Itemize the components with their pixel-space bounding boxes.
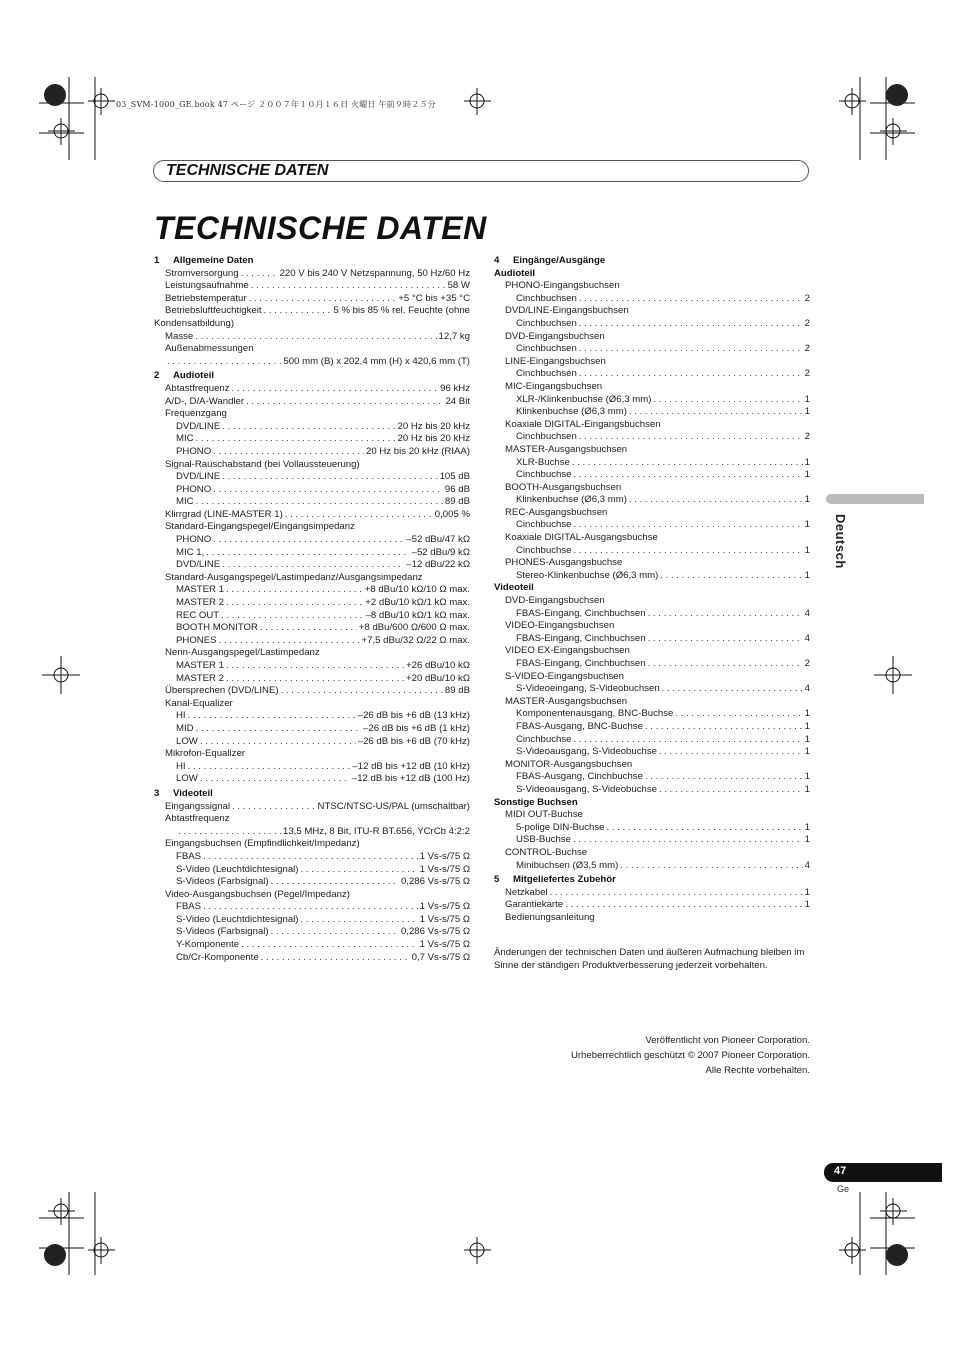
spec-row: PHONO . . . 96 dB [154, 484, 470, 497]
spec-text: MASTER-Ausgangsbuchsen [505, 695, 628, 707]
spec-row: Masse . . . 12,7 kg [154, 331, 470, 344]
spec-text: PHONES-Ausgangsbuchse [505, 557, 623, 569]
publisher-info [571, 1033, 810, 1078]
spec-row: Netzkabel . . . 1 [494, 887, 810, 900]
spec-row: Minibuchsen (Ø3,5 mm) . . . 4 [494, 860, 810, 873]
spec-row: PHONO . . . 20 Hz bis 20 kHz (RIAA) [154, 446, 470, 459]
spec-text: VIDEO-Eingangsbuchsen [505, 620, 615, 632]
spec-text: Signal-Rauschabstand (bei Vollaussteuerung) [165, 458, 360, 470]
spec-row: HI . . . –26 dB bis +6 dB (13 kHz) [154, 710, 470, 723]
section-heading: 2 Audioteil [154, 370, 215, 382]
spec-row: PHONES . . . +7,5 dBu/32 Ω/22 Ω max. [154, 635, 470, 648]
spec-row: Cinchbuchse . . . 1 [494, 734, 810, 747]
spec-row: Klinkenbuchse (Ø6,3 mm) . . . 1 [494, 494, 810, 507]
spec-row: . . . 13,5 MHz, 8 Bit, ITU-R BT.656, YCrCb 4:2:2 [154, 826, 470, 839]
rights-line: Alle Rechte vorbehalten. [705, 1065, 810, 1076]
change-notice: Änderungen der technischen Daten und äußeren Aufmachung bleiben im Sinne der ständigen Produktverbesserung jederzeit vorbehalten. [494, 947, 805, 971]
spec-row: XLR-Buchse . . . 1 [494, 457, 810, 470]
spec-text: MIC-Eingangsbuchsen [505, 380, 603, 392]
spec-text: Bedienungsanleitung [505, 911, 595, 923]
spec-row: FBAS-Eingang, Cinchbuchsen . . . 4 [494, 608, 810, 621]
spec-row: Abtastfrequenz . . . 96 kHz [154, 383, 470, 396]
spec-row: Cinchbuchse . . . 1 [494, 469, 810, 482]
spec-row: USB-Buchse . . . 1 [494, 834, 810, 847]
spec-row: Cinchbuchsen . . . 2 [494, 293, 810, 306]
spec-text: Video-Ausgangsbuchsen (Pegel/Impedanz) [165, 888, 350, 900]
page-number-tab [824, 1163, 942, 1182]
language-tab-bar [826, 494, 924, 504]
spec-row: FBAS-Eingang, Cinchbuchsen . . . 4 [494, 633, 810, 646]
spec-row: DVD/LINE . . . 20 Hz bis 20 kHz [154, 421, 470, 434]
section-heading: 5 Mitgeliefertes Zubehör [494, 874, 616, 886]
spec-row: S-Video (Leuchtdichtesignal) . . . 1 Vs-s/75 Ω [154, 864, 470, 877]
spec-row: Betriebsluftfeuchtigkeit . . . 5 % bis 85 % rel. Feuchte (ohne [154, 305, 470, 318]
spec-text: Koaxiale DIGITAL-Ausgangsbuchse [505, 532, 658, 544]
spec-row: DVD/LINE . . . –12 dBu/22 kΩ [154, 559, 470, 572]
publisher-line: Veröffentlicht von Pioneer Corporation. [645, 1035, 810, 1046]
spec-row: Klinkenbuchse (Ø6,3 mm) . . . 1 [494, 406, 810, 419]
spec-row: S-Videoeingang, S-Videobuchsen . . . 4 [494, 683, 810, 696]
spec-text: Mikrofon-Equalizer [165, 748, 245, 760]
spec-row: A/D-, D/A-Wandler . . . 24 Bit [154, 396, 470, 409]
spec-row: Cinchbuchsen . . . 2 [494, 368, 810, 381]
spec-row: Cinchbuchse . . . 1 [494, 519, 810, 532]
spec-text: Kanal-Equalizer [165, 697, 233, 709]
copyright-line: Urheberrechtlich geschützt © 2007 Pioneer Corporation. [570, 1050, 810, 1061]
spec-row: . . . 500 mm (B) x 202,4 mm (H) x 420,6 mm (T) [154, 356, 470, 369]
spec-row: Cinchbuchse . . . 1 [494, 545, 810, 558]
spec-row: LOW . . . –12 dB bis +12 dB (100 Hz) [154, 773, 470, 786]
spec-text: MASTER-Ausgangsbuchsen [505, 443, 628, 455]
spec-row: Y-Komponente . . . 1 Vs-s/75 Ω [154, 939, 470, 952]
spec-text: Abtastfrequenz [165, 813, 230, 825]
spec-text: Standard-Ausgangspegel/Lastimpedanz/Ausgangsimpedanz [165, 571, 423, 583]
section-heading: 4 Eingänge/Ausgänge [494, 255, 606, 266]
spec-column-right [494, 253, 810, 924]
spec-row: XLR-/Klinkenbuchse (Ø6,3 mm) . . . 1 [494, 394, 810, 407]
spec-text: VIDEO EX-Eingangsbuchsen [505, 645, 630, 657]
spec-row: S-Videos (Farbsignal) . . . 0,286 Vs-s/75 Ω [154, 926, 470, 939]
spec-text: PHONO-Eingangsbuchsen [505, 280, 620, 292]
page-number: 47 [834, 1165, 847, 1177]
spec-row: HI . . . –12 dB bis +12 dB (10 kHz) [154, 761, 470, 774]
subsection-heading: Audioteil [494, 267, 536, 279]
spec-text: LINE-Eingangsbuchsen [505, 355, 606, 367]
spec-text: MIDI OUT-Buchse [505, 809, 583, 821]
spec-row: MASTER 2 . . . +2 dBu/10 kΩ/1 kΩ max. [154, 597, 470, 610]
spec-row: MASTER 1 . . . +26 dBu/10 kΩ [154, 660, 470, 673]
spec-text: Eingangsbuchsen (Empfindlichkeit/Impedanz) [165, 838, 360, 850]
spec-row: FBAS-Ausgang, Cinchbuchse . . . 1 [494, 771, 810, 784]
spec-row: PHONO . . . –52 dBu/47 kΩ [154, 534, 470, 547]
spec-row: MASTER 1 . . . +8 dBu/10 kΩ/10 Ω max. [154, 584, 470, 597]
spec-column-left [154, 253, 470, 964]
section-header-label: TECHNISCHE DATEN [166, 162, 329, 179]
spec-row: MASTER 2 . . . +20 dBu/10 kΩ [154, 673, 470, 686]
print-header: 03_SVM-1000_GE.book 47 ページ ２００７年１０月１６日 火曜日 午前９時２５分 [116, 100, 436, 109]
spec-row: S-Videoausgang, S-Videobuchse . . . 1 [494, 784, 810, 797]
spec-text: DVD-Eingangsbuchsen [505, 595, 605, 607]
section-heading: 3 Videoteil [154, 787, 213, 799]
spec-row: Komponentenausgang, BNC-Buchse . . . 1 [494, 708, 810, 721]
spec-row: MID . . . –26 dB bis +6 dB (1 kHz) [154, 723, 470, 736]
page-language-code: Ge [837, 1184, 850, 1194]
spec-row: Eingangssignal . . . NTSC/NTSC-US/PAL (umschaltbar) [154, 801, 470, 814]
spec-text: BOOTH-Ausgangsbuchsen [505, 481, 622, 493]
language-tab-label: Deutsch [833, 514, 848, 569]
spec-row: MIC . . . 89 dB [154, 496, 470, 509]
spec-row: S-Videoausgang, S-Videobuchse . . . 1 [494, 746, 810, 759]
section-header-bar [153, 160, 809, 182]
spec-row: Cinchbuchsen . . . 2 [494, 343, 810, 356]
spec-row: BOOTH MONITOR . . . +8 dBu/600 Ω/600 Ω max. [154, 622, 470, 635]
spec-row: Cb/Cr-Komponente . . . 0,7 Vs-s/75 Ω [154, 952, 470, 965]
spec-text: CONTROL-Buchse [505, 846, 588, 858]
spec-row: Stereo-Klinkenbuchse (Ø6,3 mm) . . . 1 [494, 570, 810, 583]
spec-row: Klirrgrad (LINE-MASTER 1) . . . 0,005 % [154, 509, 470, 522]
spec-row: LOW . . . –26 dB bis +6 dB (70 kHz) [154, 736, 470, 749]
subsection-heading: Sonstige Buchsen [494, 796, 578, 808]
spec-row: Betriebstemperatur . . . +5 °C bis +35 °C [154, 293, 470, 306]
spec-row: FBAS-Eingang, Cinchbuchsen . . . 2 [494, 658, 810, 671]
spec-text: S-VIDEO-Eingangsbuchsen [505, 670, 624, 682]
spec-text: MONITOR-Ausgangsbuchsen [505, 758, 633, 770]
spec-row: MIC . . . 20 Hz bis 20 kHz [154, 433, 470, 446]
page-title: TECHNISCHE DATEN [154, 210, 487, 246]
spec-text: Frequenzgang [165, 408, 227, 420]
spec-row: S-Video (Leuchtdichtesignal) . . . 1 Vs-s/75 Ω [154, 914, 470, 927]
spec-row: Cinchbuchsen . . . 2 [494, 431, 810, 444]
spec-text: REC-Ausgangsbuchsen [505, 506, 608, 518]
spec-text: DVD-Eingangsbuchsen [505, 330, 605, 342]
spec-row: Übersprechen (DVD/LINE) . . . 89 dB [154, 685, 470, 698]
section-heading: 1 Allgemeine Daten [154, 255, 254, 266]
spec-text: DVD/LINE-Eingangsbuchsen [505, 305, 629, 317]
spec-row: Cinchbuchsen . . . 2 [494, 318, 810, 331]
spec-row: FBAS-Ausgang, BNC-Buchse . . . 1 [494, 721, 810, 734]
spec-row: MIC 1, . . . –52 dBu/9 kΩ [154, 547, 470, 560]
spec-row: DVD/LINE . . . 105 dB [154, 471, 470, 484]
spec-row: Leistungsaufnahme . . . 58 W [154, 280, 470, 293]
spec-row: REC OUT . . . –8 dBu/10 kΩ/1 kΩ max. [154, 610, 470, 623]
subsection-heading: Videoteil [494, 582, 534, 594]
spec-row: FBAS . . . 1 Vs-s/75 Ω [154, 851, 470, 864]
spec-text: Koaxiale DIGITAL-Eingangsbuchsen [505, 418, 661, 430]
spec-text: Standard-Eingangspegel/Eingangsimpedanz [165, 521, 355, 533]
spec-text: Nenn-Ausgangspegel/Lastimpedanz [165, 647, 320, 659]
spec-row: S-Videos (Farbsignal) . . . 0,286 Vs-s/75 Ω [154, 876, 470, 889]
spec-text: Kondensatbildung) [154, 317, 235, 329]
spec-row: FBAS . . . 1 Vs-s/75 Ω [154, 901, 470, 914]
spec-text: Außenabmessungen [165, 343, 254, 355]
spec-row: Garantiekarte . . . 1 [494, 899, 810, 912]
spec-row: 5-polige DIN-Buchse . . . 1 [494, 822, 810, 835]
spec-row: Stromversorgung . . . 220 V bis 240 V Netzspannung, 50 Hz/60 Hz [154, 268, 470, 281]
